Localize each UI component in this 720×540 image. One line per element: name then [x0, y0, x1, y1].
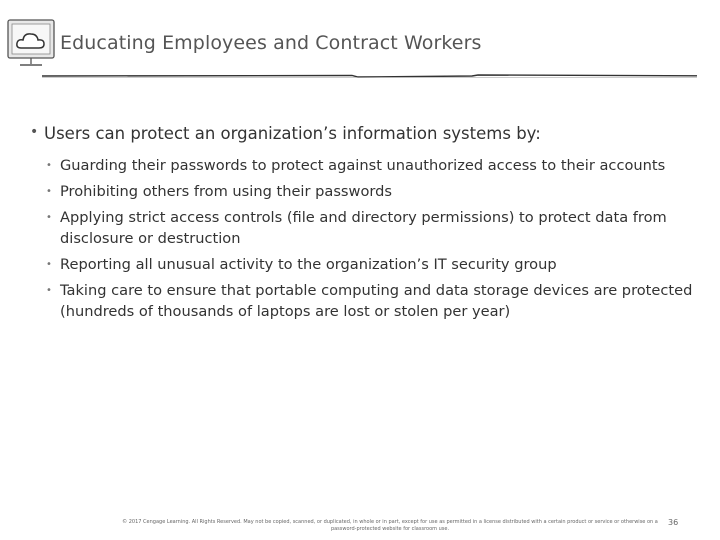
list-item-text: Prohibiting others from using their passwords	[60, 183, 393, 200]
list-item	[30, 181, 710, 202]
bullet-dot-icon: •	[46, 160, 52, 171]
list-item	[30, 155, 710, 176]
page-title: Educating Employees and Contract Workers	[60, 32, 482, 54]
lead-text: Users can protect an organization’s information systems by:	[44, 124, 541, 143]
bullet-dot-icon: •	[30, 124, 39, 140]
slide-content	[30, 124, 710, 327]
list-item-text: Guarding their passwords to protect against unauthorized access to their accounts	[60, 157, 666, 174]
copyright-footer: © 2017 Cengage Learning. All Rights Reserved. May not be copied, scanned, or duplicated, in whole or in part, except for use as permitted in a license distributed with a certain product or service or otherwise on a password-protected website for classroom use.	[122, 519, 658, 532]
list-item	[30, 280, 710, 322]
list-item-text: Reporting all unusual activity to the organization’s IT security group	[60, 256, 557, 273]
title-underline	[42, 71, 697, 81]
page-number: 36	[668, 518, 679, 527]
list-item	[30, 254, 710, 275]
bullet-dot-icon: •	[46, 186, 52, 197]
bullet-dot-icon: •	[46, 285, 52, 296]
list-item-text: Taking care to ensure that portable computing and data storage devices are protected (hundreds of thousands of laptops are lost or stolen per year)	[60, 282, 693, 320]
sub-bullet-list	[30, 155, 710, 322]
list-item	[30, 207, 710, 249]
cloud-monitor-logo	[6, 18, 58, 70]
bullet-dot-icon: •	[46, 259, 52, 270]
lead-bullet	[30, 124, 710, 143]
bullet-dot-icon: •	[46, 212, 52, 223]
list-item-text: Applying strict access controls (file and directory permissions) to protect data from disclosure or destruction	[60, 209, 667, 247]
